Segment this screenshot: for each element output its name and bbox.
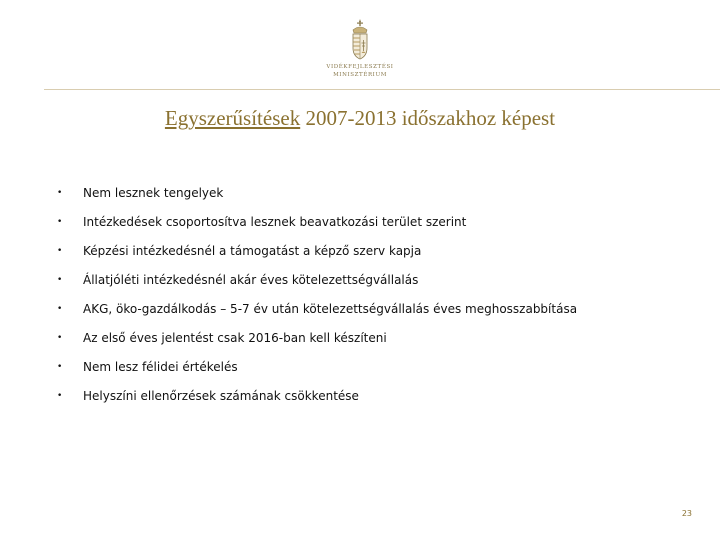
- logo-text-line-1: VIDÉKFEJLESZTÉSI: [326, 64, 394, 70]
- slide-title-underlined: Egyszerűsítések: [164, 106, 301, 130]
- bullet-marker: •: [57, 217, 63, 227]
- logo-text-line-2: MINISZTÉRIUM: [333, 72, 387, 78]
- bullet-text: AKG, öko-gazdálkodás – 5-7 év után kötelezettségvállalás éves meghosszabbítása: [83, 302, 578, 316]
- bullet-marker: •: [57, 362, 63, 372]
- slide-title-rest: 2007-2013 időszakhoz képest: [300, 106, 556, 130]
- bullet-text: Állatjóléti intézkedésnél akár éves kötelezettségvállalás: [83, 273, 419, 287]
- bullet-marker: •: [57, 304, 63, 314]
- bullet-marker: •: [57, 275, 63, 285]
- bullet-text: Helyszíni ellenőrzések számának csökkentése: [83, 389, 359, 403]
- bullet-text: Nem lesz félidei értékelés: [83, 360, 238, 374]
- bullet-text: Képzési intézkedésnél a támogatást a képző szerv kapja: [83, 244, 422, 258]
- bullet-text: Nem lesznek tengelyek: [83, 186, 224, 200]
- header-divider: [44, 89, 720, 90]
- slide-title: [0, 106, 720, 131]
- bullet-marker: •: [57, 391, 63, 401]
- coat-of-arms-icon: [348, 18, 372, 62]
- bullet-marker: •: [57, 246, 63, 256]
- bullet-text: Intézkedések csoportosítva lesznek beavatkozási terület szerint: [83, 215, 467, 229]
- bullet-text: Az első éves jelentést csak 2016-ban kell készíteni: [83, 331, 387, 345]
- bullet-marker: •: [57, 333, 63, 343]
- ministry-logo: [320, 18, 400, 82]
- bullet-marker: •: [57, 188, 63, 198]
- page-number: 23: [681, 509, 692, 518]
